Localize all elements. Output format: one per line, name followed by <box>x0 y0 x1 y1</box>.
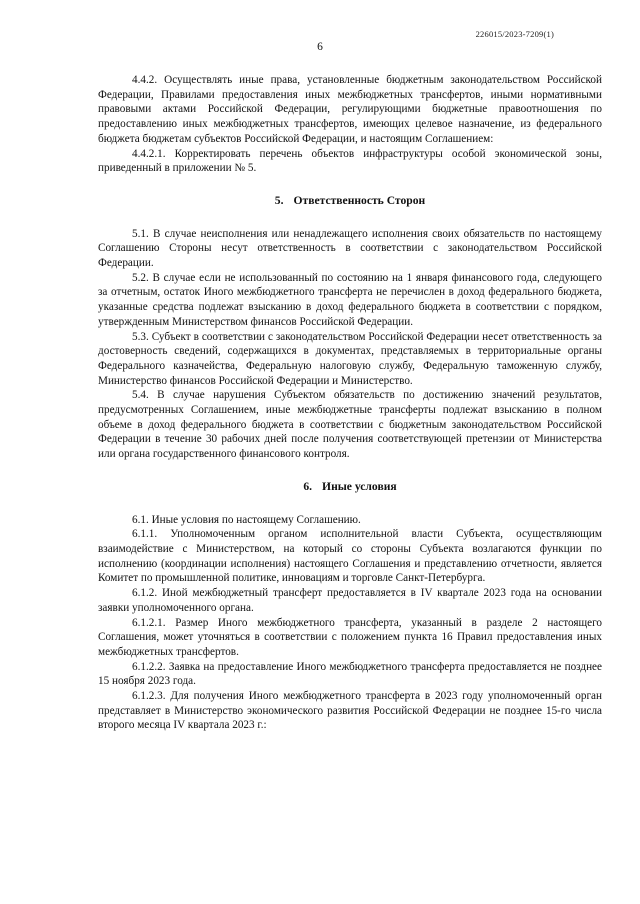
section-5-number: 5. <box>274 193 284 207</box>
paragraph-6-1-2-3: 6.1.2.3. Для получения Иного межбюджетного трансферта в 2023 году уполномоченный орган представляет в Министерство экономического развития Российской Федерации не позднее 15-го числа второго месяца IV квартала 2023 г.: <box>98 690 602 732</box>
paragraph-4-4-2-1: 4.4.2.1. Корректировать перечень объектов инфраструктуры особой экономической зоны, приведенный в приложении № 5. <box>98 147 602 175</box>
paragraph-5-4: 5.4. В случае нарушения Субъектом обязательств по достижению значений результатов, предусмотренных Соглашением, иные межбюджетные трансферты подлежат взысканию в полном объеме в доход федерального бюджета в соответствии с бюджетным законодательством Российской Федерации в течение 30 рабочих дней после получения соответствующей претензии от Министерства или органа государственного финансового контроля. <box>98 389 602 461</box>
paragraph-4-4-2: 4.4.2. Осуществлять иные права, установленные бюджетным законодательством Российской Федерации, Правилами предоставления иных межбюджетных трансфертов, иными нормативными правовыми актами Российской Федерации, регулирующими бюджетные правоотношения по предоставлению иных межбюджетных трансфертов, имеющих целевое назначение, из федерального бюджета бюджетам субъектов Российской Федерации, и настоящим Соглашением: <box>98 74 602 145</box>
paragraph-6-1-2-1: 6.1.2.1. Размер Иного межбюджетного трансферта, указанный в разделе 2 настоящего Соглашения, может уточняться в соответствии с положением пункта 16 Правил предоставления иных межбюджетных трансфертов. <box>98 616 602 658</box>
paragraph-6-1-1: 6.1.1. Уполномоченным органом исполнительной власти Субъекта, осуществляющим взаимодействие с Министерством, на который со стороны Субъекта возлагаются функции по исполнению (координации исполнения) настоящего Соглашения и представлению отчетности, является Комитет по промышленной политике, инновациям и торговле Санкт-Петербурга. <box>98 528 602 585</box>
section-5-heading <box>98 194 602 209</box>
paragraph-5-1: 5.1. В случае неисполнения или ненадлежащего исполнения своих обязательств по настоящему Соглашению Стороны несут ответственность в соответствии с законодательством Российской Федерации. <box>98 227 602 270</box>
document-number: 226015/2023-7209(1) <box>475 29 554 39</box>
section-5-title: Ответственность Сторон <box>293 193 426 207</box>
section-6-heading <box>98 480 602 495</box>
paragraph-6-1-2-2: 6.1.2.2. Заявка на предоставление Иного межбюджетного трансферта предоставляется не позднее 15 ноября 2023 года. <box>98 660 602 688</box>
paragraph-5-3: 5.3. Субъект в соответствии с законодательством Российской Федерации несет ответственность за достоверность сведений, содержащихся в документах, представляемых в территориальные органы Федерального казначейства, Федеральную налоговую службу, Федеральную таможенную службу, Министерство финансов Российской Федерации и Министерство. <box>98 330 602 387</box>
section-6-number: 6. <box>303 479 313 493</box>
page-number: 6 <box>317 41 323 53</box>
paragraph-6-1-2: 6.1.2. Иной межбюджетный трансферт предоставляется в IV квартале 2023 года на основании заявки уполномоченного органа. <box>98 587 602 614</box>
paragraph-5-2: 5.2. В случае если не использованный по состоянию на 1 января финансового года, следующего за отчетным, остаток Иного межбюджетного трансферта не перечислен в доход федерального бюджета, указанные средства подлежат взысканию в доход федерального бюджета в соответствии с порядком, утвержденным Министерством финансов Российской Федерации. <box>98 271 602 328</box>
paragraph-6-1: 6.1. Иные условия по настоящему Соглашению. <box>132 513 361 526</box>
document-body <box>98 73 602 733</box>
section-6-title: Иные условия <box>322 479 397 493</box>
